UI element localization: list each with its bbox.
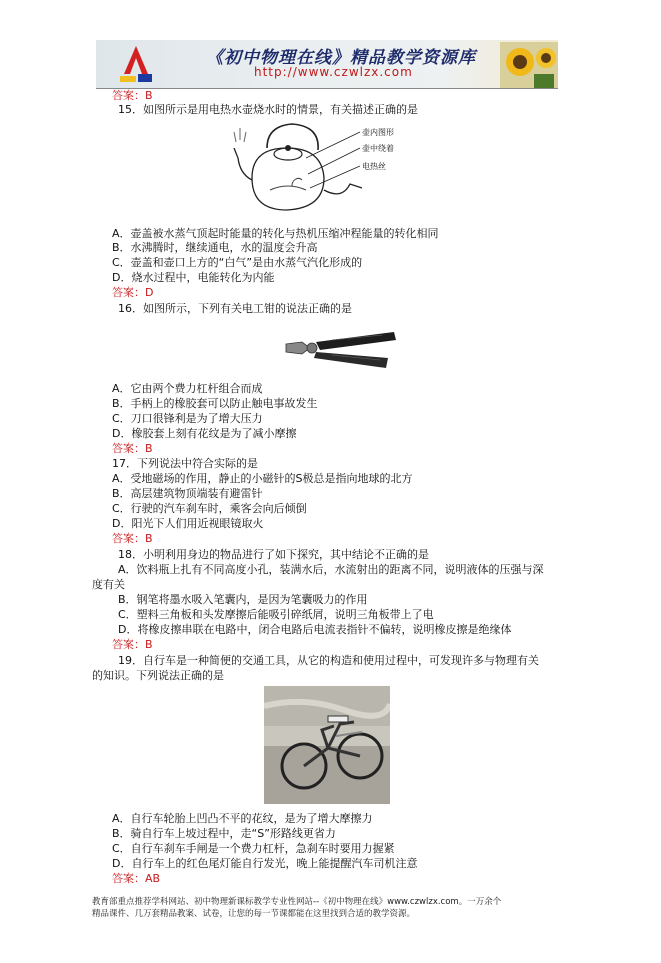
option-19a: A．自行车轮胎上凹凸不平的花纹，是为了增大摩擦力 xyxy=(112,812,373,825)
option-19c: C．自行车刹车手闸是一个费力杠杆，急刹车时要用力握紧 xyxy=(112,842,395,855)
banner-url[interactable]: http://www.czwlzx.com xyxy=(254,65,413,79)
site-logo-icon xyxy=(114,44,160,86)
option-17c: C．行驶的汽车刹车时，乘客会向后倾倒 xyxy=(112,502,307,515)
option-15b: B．水沸腾时，继续通电，水的温度会升高 xyxy=(112,241,318,254)
option-16a: A．它由两个费力杠杆组合而成 xyxy=(112,382,263,395)
option-19b: B．骑自行车上坡过程中，走“S”形路线更省力 xyxy=(112,827,336,840)
answer-17: 答案：B xyxy=(112,532,153,545)
question-15: 15．如图所示是用电热水壶烧水时的情景，有关描述正确的是 xyxy=(118,103,418,116)
question-16: 16．如图所示，下列有关电工钳的说法正确的是 xyxy=(118,302,352,315)
sunflower-icon xyxy=(500,42,558,88)
option-17b: B．高层建筑物顶端装有避雷针 xyxy=(112,487,263,500)
option-15a: A．壶盖被水蒸气顶起时能量的转化与热机压缩冲程能量的转化相同 xyxy=(112,227,439,240)
kettle-label-3: 电热丝 xyxy=(362,162,386,171)
footer-line-2: 精品课件、几万套精品教案、试卷，让您的每一节课都能在这里找到合适的教学资源。 xyxy=(92,909,416,919)
question-18: 18．小明利用身边的物品进行了如下探究，其中结论不正确的是 xyxy=(118,548,429,561)
answer-19: 答案：AB xyxy=(112,872,161,885)
option-17a: A．受地磁场的作用，静止的小磁针的S极总是指向地球的北方 xyxy=(112,472,413,485)
option-15d: D．烧水过程中，电能转化为内能 xyxy=(112,271,275,284)
kettle-label-2: 壶中绕着 xyxy=(362,144,394,153)
answer-15: 答案：D xyxy=(112,286,154,299)
header-banner xyxy=(96,40,558,89)
question-19-line2: 的知识。下列说法正确的是 xyxy=(92,669,224,682)
pliers-figure xyxy=(282,328,398,372)
question-19-line1: 19．自行车是一种简便的交通工具，从它的构造和使用过程中，可发现许多与物理有关 xyxy=(118,654,539,667)
option-18b: B．钢笔将墨水吸入笔囊内，是因为笔囊吸力的作用 xyxy=(118,593,368,606)
option-19d: D．自行车上的红色尾灯能自行发光，晚上能提醒汽车司机注意 xyxy=(112,857,418,870)
answer-16: 答案：B xyxy=(112,442,153,455)
bicycle-photo xyxy=(264,686,390,804)
option-16d: D．橡胶套上刻有花纹是为了减小摩擦 xyxy=(112,427,297,440)
option-18d: D．将橡皮擦串联在电路中，闭合电路后电流表指针不偏转，说明橡皮擦是绝缘体 xyxy=(118,623,512,636)
option-16c: C．刀口很锋利是为了增大压力 xyxy=(112,412,263,425)
option-18a-line2: 度有关 xyxy=(92,578,125,591)
option-15c: C．壶盖和壶口上方的“白气”是由水蒸气汽化形成的 xyxy=(112,256,363,269)
option-18a-line1: A．饮料瓶上扎有不同高度小孔，装满水后，水流射出的距离不同，说明液体的压强与深 xyxy=(118,563,544,576)
option-17d: D．阳光下人们用近视眼镜取火 xyxy=(112,517,264,530)
answer-14: 答案：B xyxy=(112,89,153,102)
kettle-label-1: 壶内图形 xyxy=(362,128,394,137)
banner-title: 《初中物理在线》精品教学资源库 xyxy=(206,48,476,68)
question-17: 17．下列说法中符合实际的是 xyxy=(112,457,258,470)
answer-18: 答案：B xyxy=(112,638,153,651)
option-16b: B．手柄上的橡胶套可以防止触电事故发生 xyxy=(112,397,318,410)
footer-line-1: 教育部重点推荐学科网站、初中物理新课标教学专业性网站--《初中物理在线》www.czwlzx.com。一万余个 xyxy=(92,897,502,907)
page-footer xyxy=(92,896,572,920)
option-18c: C．塑料三角板和头发摩擦后能吸引碎纸屑，说明三角板带上了电 xyxy=(118,608,434,621)
